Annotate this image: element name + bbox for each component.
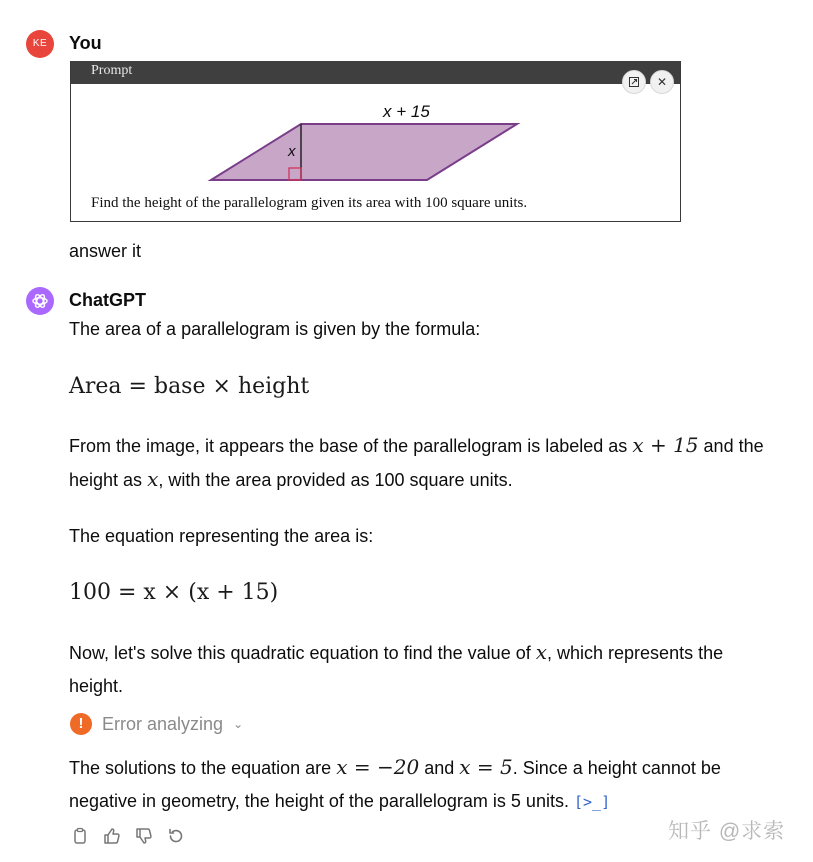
assistant-paragraph-3: The equation representing the area is:: [69, 526, 374, 546]
p5-text-3: . Since a height cannot be: [512, 758, 721, 778]
figure-top-label: x + 15: [383, 102, 430, 121]
regenerate-icon[interactable]: [166, 826, 186, 846]
assistant-paragraph-5: [69, 751, 804, 819]
equation-formula: 100 = x × (x + 15): [69, 580, 279, 605]
p2-text-1: From the image, it appears the base of the parallelogram is labeled as: [69, 436, 628, 456]
thumbs-up-icon[interactable]: [102, 826, 122, 846]
math-x: x: [535, 640, 548, 664]
view-analysis-link[interactable]: [>_]: [573, 793, 611, 811]
math-base: x + 15: [632, 433, 699, 457]
attachment-title: Prompt: [91, 63, 133, 78]
attachment-caption: Find the height of the parallelogram given its area with 100 square units.: [91, 195, 528, 211]
p2-text-4: , with the area provided as 100 square units.: [158, 470, 513, 490]
error-icon: !: [70, 713, 92, 735]
formula-area: Area: [69, 374, 122, 399]
p5-text-2: and: [424, 758, 455, 778]
assistant-paragraph-2: [69, 429, 804, 497]
formula-equals: =: [128, 374, 154, 399]
formula-times: ×: [212, 374, 238, 399]
parallelogram-figure: [71, 84, 680, 189]
thumbs-down-icon[interactable]: [134, 826, 154, 846]
close-icon[interactable]: ✕: [650, 70, 674, 94]
figure-side-label: x: [288, 143, 296, 160]
area-formula: [69, 374, 309, 399]
assistant-name: ChatGPT: [69, 290, 147, 310]
error-analyzing-toggle[interactable]: [70, 713, 243, 735]
watermark: 知乎 @求索: [668, 820, 786, 843]
math-height: x: [147, 467, 159, 491]
assistant-paragraph-4: [69, 636, 804, 703]
chevron-down-icon: ⌄: [233, 717, 244, 731]
user-avatar: KE: [26, 30, 54, 58]
math-solution-1: x = −20: [336, 755, 420, 779]
chatgpt-logo-icon: [31, 292, 49, 310]
attachment-titlebar: [71, 61, 680, 84]
chatgpt-avatar: [26, 287, 54, 315]
p5-text-1: The solutions to the equation are: [69, 758, 332, 778]
p4-text-3: height.: [69, 676, 124, 696]
p4-text-2: , which represents the: [547, 643, 724, 663]
copy-icon[interactable]: [70, 826, 90, 846]
user-name: You: [69, 33, 102, 53]
p5-text-4: negative in geometry, the height of the parallelogram is 5 units.: [69, 791, 569, 811]
formula-height: height: [237, 374, 310, 399]
error-label: Error analyzing: [102, 713, 224, 734]
p2-text-3: height as: [69, 470, 143, 490]
message-actions: [70, 826, 186, 846]
formula-base: base: [153, 374, 206, 399]
assistant-paragraph-1: The area of a parallelogram is given by the formula:: [69, 319, 481, 339]
user-message: answer it: [69, 241, 142, 261]
math-solution-2: x = 5: [459, 755, 513, 779]
p2-text-2: and the: [703, 436, 764, 456]
p4-text-1: Now, let's solve this quadratic equation to find the value of: [69, 643, 531, 663]
prompt-attachment[interactable]: [70, 61, 681, 222]
